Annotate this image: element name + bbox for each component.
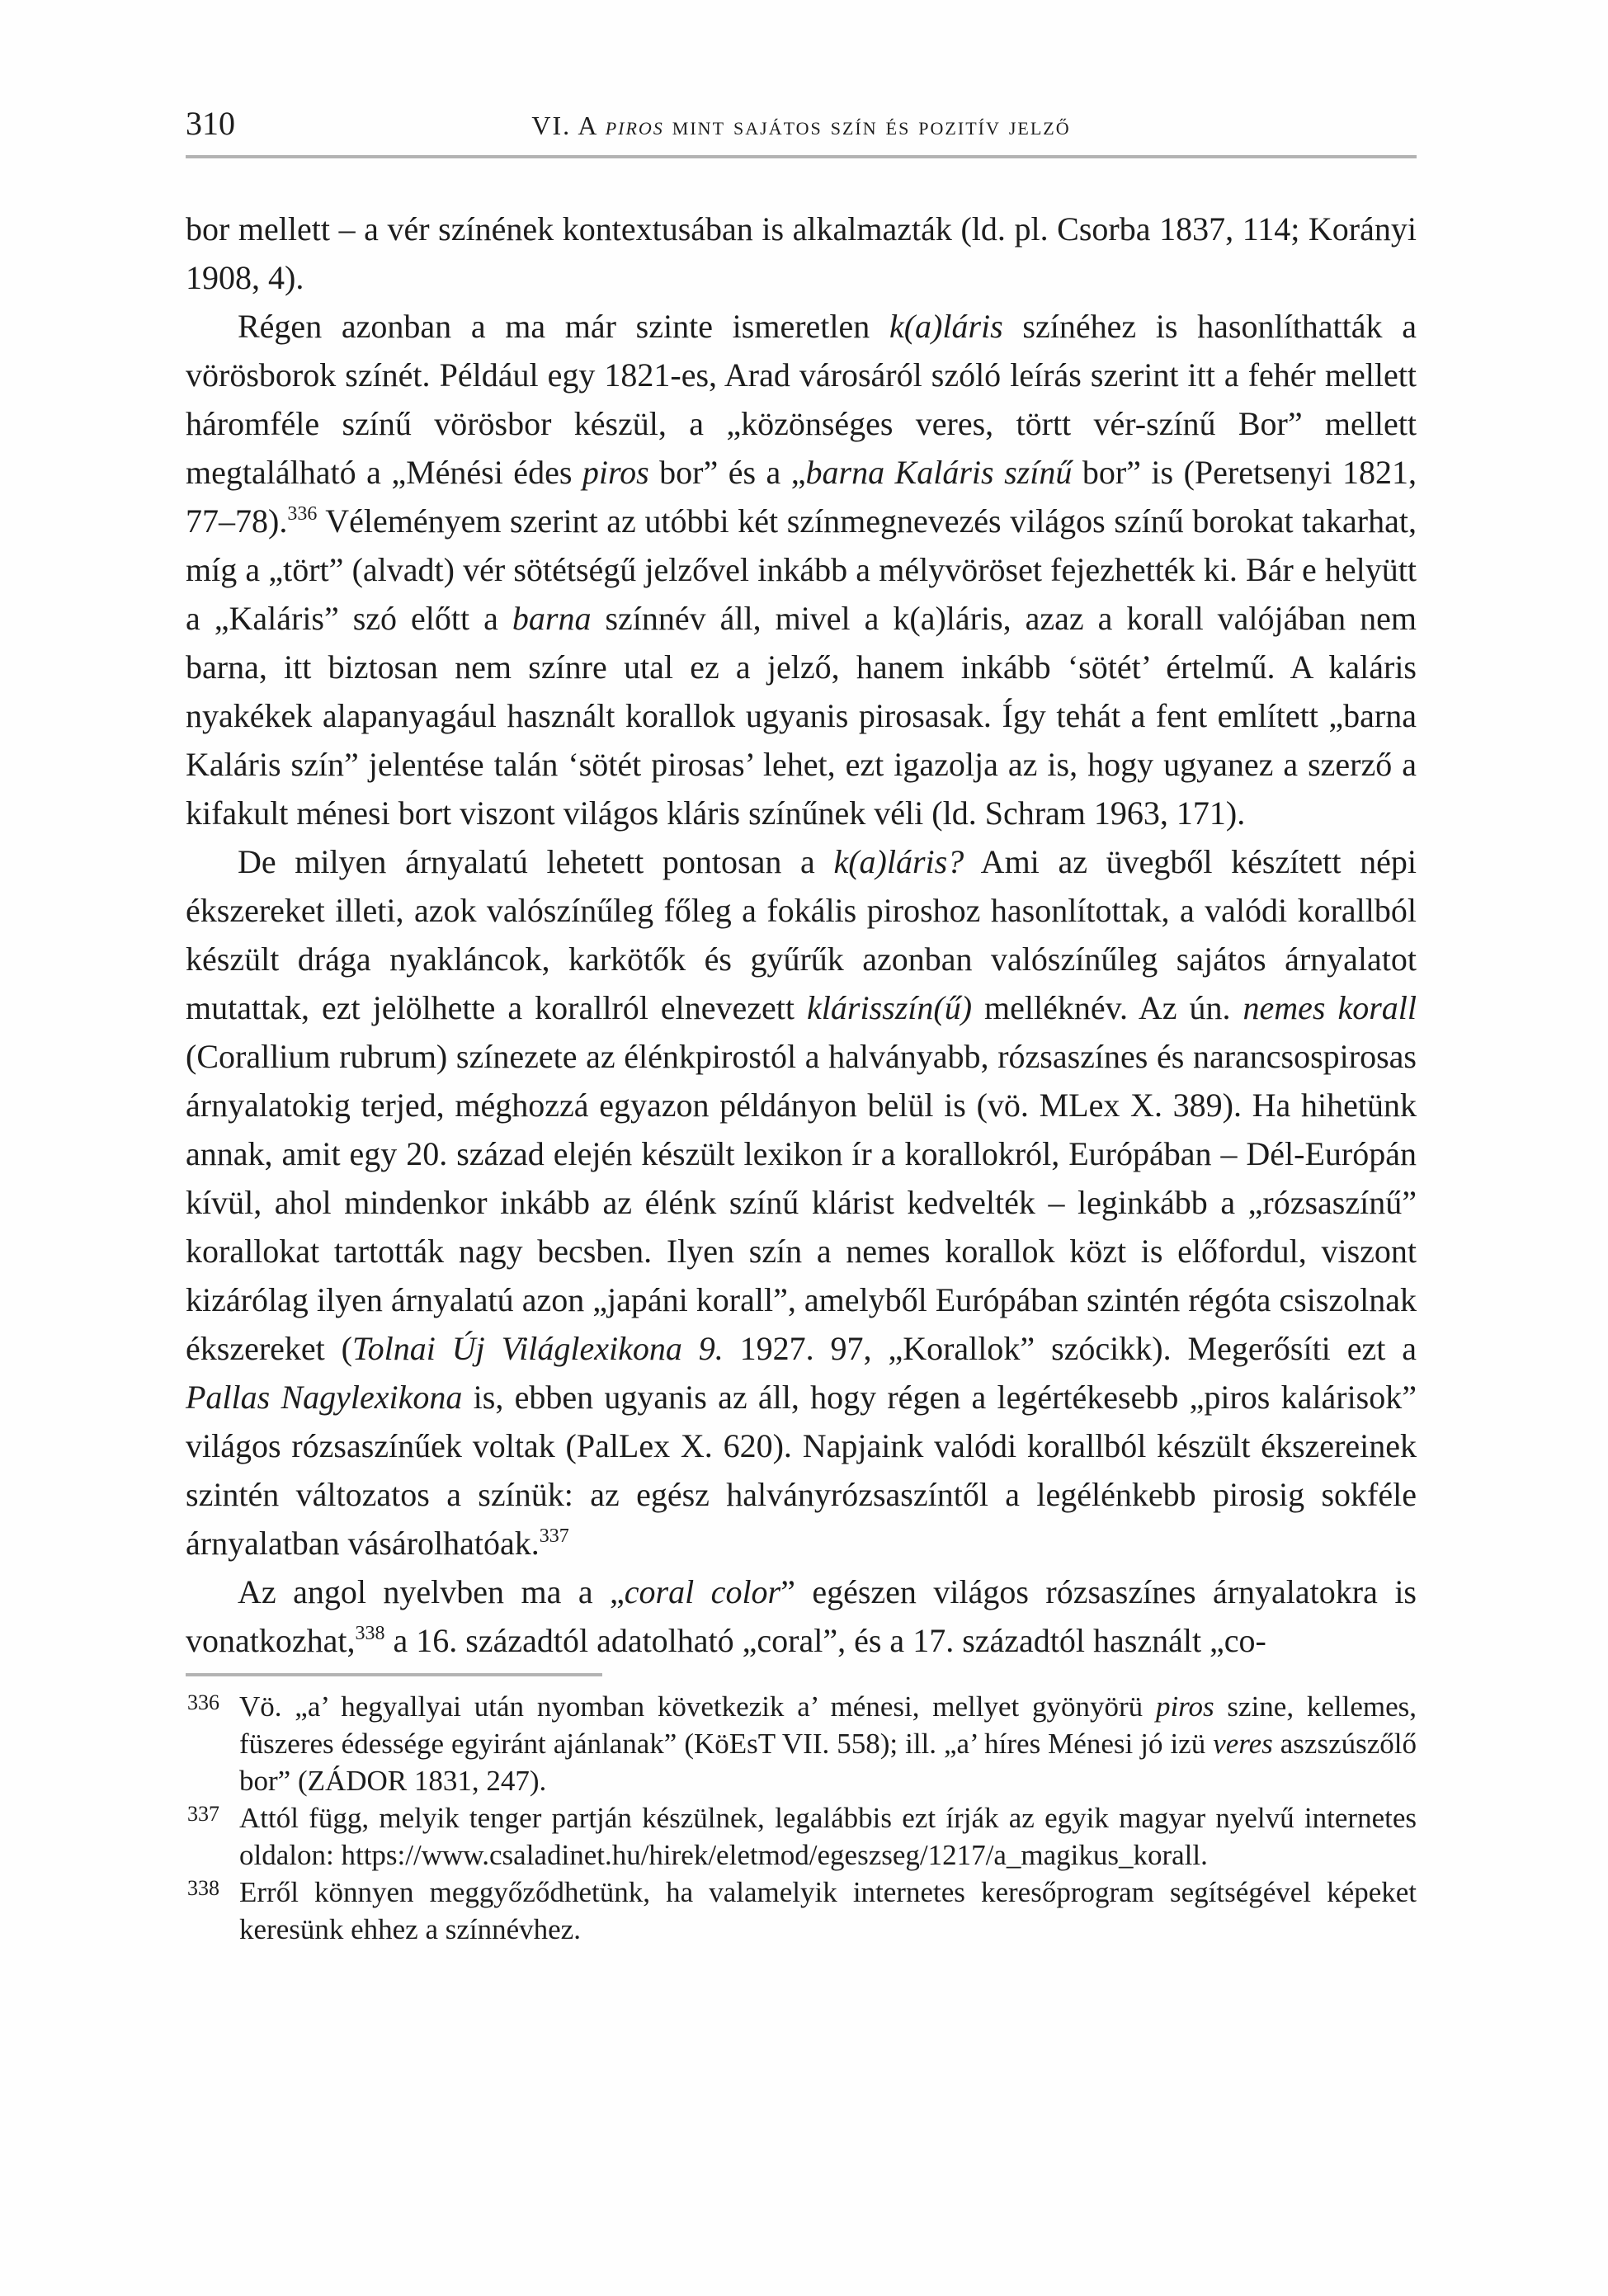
body-text <box>186 205 1417 1665</box>
footnote-number: 336 <box>187 1690 219 1714</box>
footnote-reference: 337 <box>539 1525 569 1547</box>
paragraph: De milyen árnyalatú lehetett pontosan a k(a)láris? Ami az üvegből készített népi ékszereket illeti, azok valószínűleg főleg a fokális piroshoz hasonlítottak, a valódi korallból készült drága nyakláncok, karkötők és gyűrűk azonban valószínűleg sajátos árnyalatot mutattak, ezt jelölhette a korallról elnevezett klárisszín(ű) melléknév. Az ún. nemes korall (Corallium rubrum) színezete az élénkpirostól a halványabb, rózsaszínes és narancsospirosas árnyalatokig terjed, méghozzá egyazon példányon belül is (vö. MLex X. 389). Ha hihetünk annak, amit egy 20. század elején készült lexikon ír a korallokról, Európában – Dél-Európán kívül, ahol mindenkor inkább az élénk színű klárist kedvelték – leginkább a „rózsaszínű” korallokat tartották nagy becsben. Ilyen szín a nemes korallok közt is előfordul, viszont kizárólag ilyen árnyalatú azon „japáni korall”, amelyből Európában szintén régóta csiszolnak ékszereket (Tolnai Új Világlexikona 9. 1927. 97, „Korallok” szócikk). Megerősíti ezt a Pallas Nagylexikona is, ebben ugyanis az áll, hogy régen a legértékesebb „piros kalárisok” világos rózsaszínűek voltak (PalLex X. 620). Napjaink valódi korallból készült ékszereinek szintén változatos a színük: az egész halványrózsaszíntől a legélénkebb pirosig sokféle árnyalatban vásárolhatóak.$^{337}$ <box>186 843 1417 1562</box>
footnote: 336 Vö. „a’ hegyallyai után nyomban következik a’ ménesi, mellyet gyönyörü piros szine, kellemes, füszeres édessége egyiránt ajánlanak” (KöEsT VII. 558); ill. „a’ híres Ménesi jó izü veres aszszúszőlő bor” (ZÁDOR 1831, 247). <box>186 1688 1417 1799</box>
footnote-separator <box>186 1673 602 1676</box>
header-rule <box>186 155 1417 158</box>
footnote-reference: 336 <box>287 503 318 525</box>
footnote-number: 337 <box>187 1802 219 1826</box>
footnote: 338 Erről könnyen meggyőződhetünk, ha valamelyik internetes keresőprogram segítségével képeket keresünk ehhez a színnévhez. <box>186 1874 1417 1948</box>
chapter-title: VI. A piros mint sajátos szín és pozitív jelző <box>531 110 1071 140</box>
footnote-number: 338 <box>187 1876 219 1900</box>
page-number: 310 <box>186 105 235 142</box>
footnotes <box>186 1688 1417 1948</box>
footnote: 337 Attól függ, melyik tenger partján készülnek, legalábbis ezt írják az egyik magyar nyelvű internetes oldalon: https://www.csaladinet.hu/hirek/eletmod/egeszseg/1217/a_magikus_korall. <box>186 1799 1417 1874</box>
footnote-reference: 338 <box>355 1623 385 1644</box>
paragraph: Régen azonban a ma már szinte ismeretlen k(a)láris színéhez is hasonlíthatták a vörösborok színét. Például egy 1821-es, Arad városáról szóló leírás szerint itt a fehér mellett háromféle színű vörösbor készül, a „közönséges veres, törtt vér-színű Bor” mellett megtalálható a „Ménési édes piros bor” és a „barna Kaláris színű bor” is (Peretsenyi 1821, 77–78).$^{336}$ Véleményem szerint az utóbbi két színmegnevezés világos színű borokat takarhat, míg a „tört” (alvadt) vér sötétségű jelzővel inkább a mélyvöröset fejezhették ki. Bár e helyütt a „Kaláris” szó előtt a barna színnév áll, mivel a k(a)láris, azaz a korall valójában nem barna, itt biztosan nem színre utal ez a jelző, hanem inkább ‘sötét’ értelmű. A kaláris nyakékek alapanyagául használt korallok ugyanis pirosasak. Így tehát a fent említett „barna Kaláris szín” jelentése talán ‘sötét pirosas’ lehet, ezt igazolja az is, hogy ugyanez a szerző a kifakult ménesi bort viszont világos kláris színűnek véli (ld. Schram 1963, 171). <box>186 308 1417 832</box>
paragraph: Az angol nyelvben ma a „coral color” egészen világos rózsaszínes árnyalatokra is vonatkozhat,$^{338}$ a 16. századtól adatolható „coral”, és a 17. századtól használt „co- <box>186 1573 1417 1659</box>
page-content <box>186 0 1417 1948</box>
footnote-url: https://www.csaladinet.hu/hirek/eletmod/egeszseg/1217/a_magikus_korall <box>341 1839 1201 1871</box>
running-head <box>186 97 1417 140</box>
paragraph: bor mellett – a vér színének kontextusában is alkalmazták (ld. pl. Csorba 1837, 114; Korányi 1908, 4). <box>186 210 1417 296</box>
